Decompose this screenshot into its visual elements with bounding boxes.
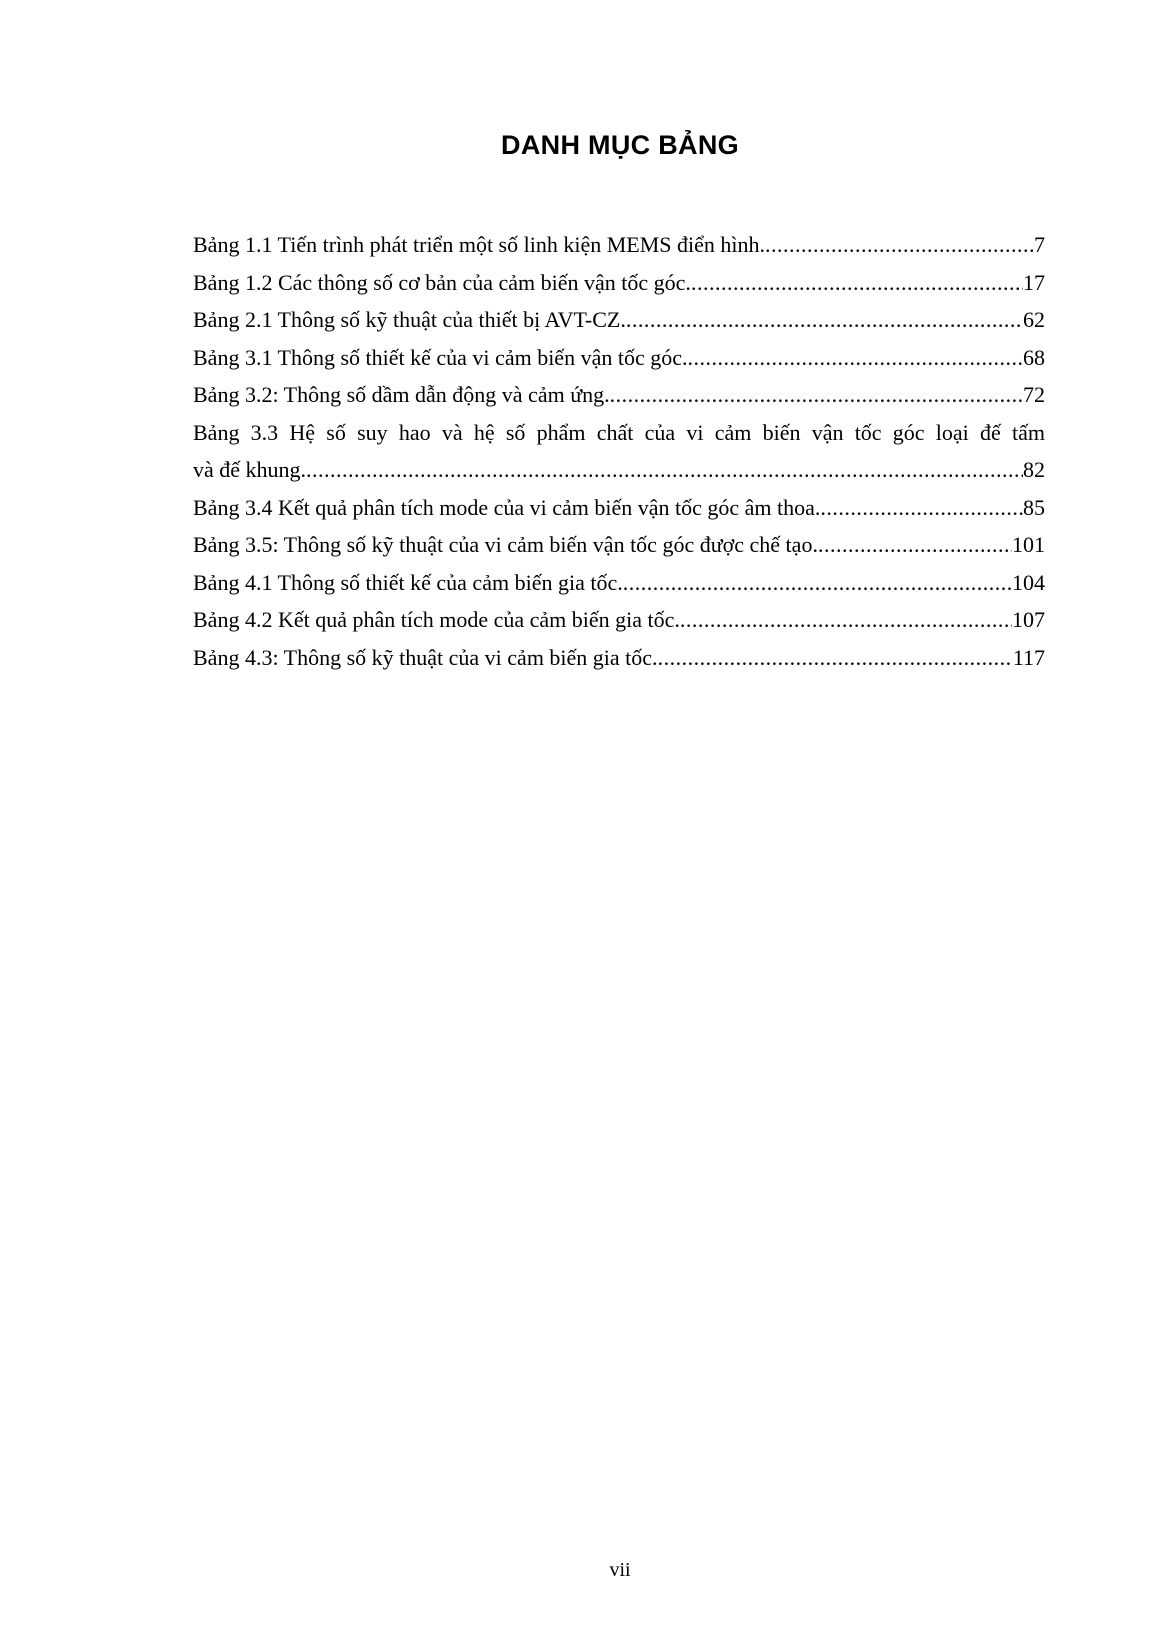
dot-leader — [623, 564, 1012, 602]
toc-entry-page: 82 — [1023, 457, 1045, 482]
toc-entry-page: 62 — [1023, 307, 1045, 332]
toc-entry-title: Bảng 3.1 Thông số thiết kế của vi cảm biến vận tốc góc. — [193, 344, 688, 370]
toc-entry[interactable] — [193, 376, 1045, 414]
page-number: vii — [609, 1559, 631, 1581]
toc-entry-title-continued: và đế khung. — [193, 457, 307, 482]
dot-leader — [658, 639, 1013, 677]
toc-entry-page: 117 — [1012, 644, 1045, 670]
page-title: DANH MỤC BẢNG — [501, 130, 739, 160]
toc-entry-page: 101 — [1012, 532, 1045, 557]
toc-entry-title: Bảng 4.1 Thông số thiết kế của cảm biến gia tốc. — [193, 569, 623, 595]
dot-leader — [610, 376, 1023, 414]
dot-leader — [626, 301, 1023, 339]
toc-entry-page: 85 — [1023, 494, 1045, 520]
dot-leader — [691, 264, 1023, 302]
dot-leader — [818, 526, 1012, 564]
table-list — [193, 226, 1045, 676]
toc-entry-title: Bảng 4.3: Thông số kỹ thuật của vi cảm biến gia tốc. — [193, 644, 658, 670]
dot-leader — [687, 339, 1023, 377]
toc-entry-page: 72 — [1023, 382, 1045, 407]
toc-entry[interactable] — [193, 489, 1045, 527]
toc-entry-page: 7 — [1034, 232, 1045, 257]
toc-entry-title: Bảng 3.4 Kết quả phân tích mode của vi cảm biến vận tốc góc âm thoa. — [193, 494, 821, 520]
dot-leader — [680, 601, 1012, 639]
dot-leader — [306, 451, 1023, 489]
toc-entry[interactable] — [193, 301, 1045, 339]
toc-entry-title: Bảng 1.1 Tiến trình phát triển một số linh kiện MEMS điển hình. — [193, 232, 765, 257]
toc-entry[interactable] — [193, 264, 1045, 302]
toc-entry[interactable] — [193, 564, 1045, 602]
toc-entry-title: Bảng 4.2 Kết quả phân tích mode của cảm biến gia tốc. — [193, 607, 680, 632]
toc-entry[interactable] — [193, 601, 1045, 639]
toc-entry-page: 104 — [1012, 569, 1045, 595]
dot-leader — [820, 489, 1023, 527]
dot-leader — [765, 226, 1034, 264]
toc-entry-page: 68 — [1023, 344, 1045, 370]
toc-entry-title: Bảng 1.2 Các thông số cơ bản của cảm biến vận tốc góc. — [193, 269, 691, 295]
toc-entry[interactable] — [193, 639, 1045, 677]
toc-entry-title: Bảng 2.1 Thông số kỹ thuật của thiết bị AVT-CZ. — [193, 307, 626, 332]
toc-entry-title: Bảng 3.5: Thông số kỹ thuật của vi cảm biến vận tốc góc được chế tạo. — [193, 532, 818, 557]
toc-entry-page: 17 — [1023, 269, 1045, 295]
toc-entry-title: Bảng 3.2: Thông số dầm dẫn động và cảm ứng. — [193, 382, 610, 407]
toc-entry[interactable] — [193, 226, 1045, 264]
toc-entry[interactable] — [193, 339, 1045, 377]
toc-entry[interactable] — [193, 526, 1045, 564]
toc-entry[interactable] — [193, 414, 1045, 489]
toc-entry-title: Bảng 3.3 Hệ số suy hao và hệ số phẩm chất của vi cảm biến vận tốc góc loại đế tấm — [193, 419, 1045, 445]
toc-entry-page: 107 — [1012, 607, 1045, 632]
